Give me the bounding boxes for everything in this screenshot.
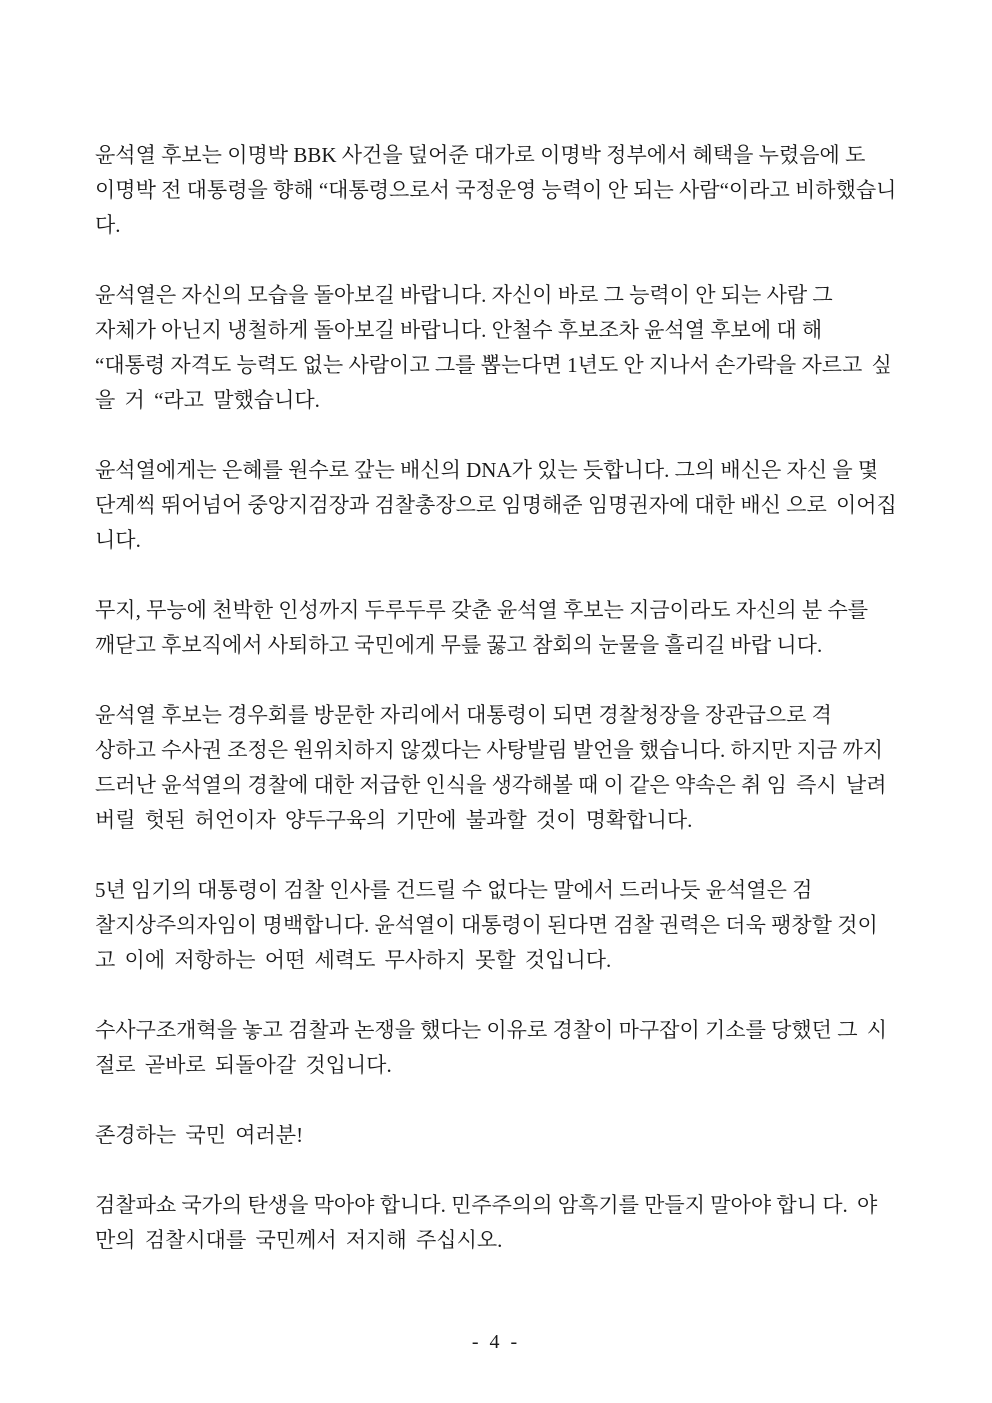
document-body-text — [95, 138, 897, 1293]
text-line: 것이고 이에 저항하는 어떤 세력도 무사하지 못할 것입니다. — [95, 913, 878, 972]
text-line: 을 몇 단계씩 뛰어넘어 중앙지검장과 검찰총장으로 임명해준 임명권자에 대한 배신 — [95, 458, 879, 517]
text-line: 해 “대통령 자격도 능력도 없는 사람이고 그를 뽑는다면 1년도 안 지나서 손가락을 — [95, 318, 823, 377]
paragraph — [95, 1118, 897, 1153]
text-line: 윤석열은 자신의 모습을 돌아보길 바랍니다. 자신이 바로 그 능력이 안 되는 사람 — [95, 283, 808, 307]
text-line: 수를 깨닫고 후보직에서 사퇴하고 국민에게 무릎 꿇고 참회의 눈물을 흘리길 바랍 — [95, 598, 869, 657]
text-line: 검찰파쇼 국가의 탄생을 막아야 합니다. 민주주의의 암흑기를 만들지 말아야 합니 — [95, 1193, 817, 1217]
text-line: 수사구조개혁을 놓고 검찰과 논쟁을 했다는 이유로 경찰이 마구잡이 기소를 당했던 — [95, 1018, 832, 1042]
text-line: 윤석열에게는 은혜를 원수로 갚는 배신의 DNA가 있는 듯합니다. 그의 배신은 자신 — [95, 458, 828, 482]
paragraph — [95, 453, 897, 558]
paragraph — [95, 698, 897, 838]
paragraph — [95, 1013, 897, 1083]
text-line: 까지 드러난 윤석열의 경찰에 대한 저급한 인식을 생각해볼 때 이 같은 약속은 취 — [95, 738, 884, 797]
text-line: 임 즉시 날려버릴 헛된 허언이자 양두구육의 기만에 불과할 것이 명확합니다. — [95, 773, 887, 832]
text-line: 윤석열 후보는 이명박 BBK 사건을 덮어준 대가로 이명박 정부에서 혜택을 누렸음에 — [95, 143, 840, 167]
text-line: 니다. — [776, 633, 823, 657]
paragraph — [95, 1188, 897, 1258]
text-line: 다. 야만의 검찰시대를 국민께서 저지해 주십시오. — [95, 1193, 878, 1252]
paragraph — [95, 873, 897, 978]
text-line: 찰지상주의자임이 명백합니다. 윤석열이 대통령이 된다면 검찰 권력은 더욱 팽창할 — [95, 913, 832, 937]
page-number: - 4 - — [471, 1331, 521, 1353]
text-line: 비하했습니다. — [95, 178, 897, 237]
text-line: 상하고 수사권 조정은 원위치하지 않겠다는 사탕발림 발언을 했습니다. 하지만 지금 — [95, 738, 838, 762]
text-line: 으로 이어집니다. — [95, 493, 897, 552]
text-line: 그 시절로 곧바로 되돌아갈 것입니다. — [95, 1018, 888, 1077]
text-line: 무지, 무능에 천박한 인성까지 두루두루 갖춘 윤석열 후보는 지금이라도 자신의 분 — [95, 598, 823, 622]
text-line: 그 자체가 아닌지 냉철하게 돌아보길 바랍니다. 안철수 후보조차 윤석열 후보에 대 — [95, 283, 833, 342]
text-line: 5년 임기의 대통령이 검찰 인사를 건드릴 수 없다는 말에서 드러나듯 윤석열은 검 — [95, 878, 813, 902]
paragraph — [95, 593, 897, 663]
paragraph — [95, 278, 897, 418]
text-line: 도 이명박 전 대통령을 향해 “대통령으로서 국정운영 능력이 안 되는 사람“이라고 — [95, 143, 866, 202]
text-line: 자르고 싶을 거 “라고 말했습니다. — [95, 353, 892, 412]
text-line: 존경하는 국민 여러분! — [95, 1123, 304, 1147]
paragraph — [95, 138, 897, 243]
text-line: 윤석열 후보는 경우회를 방문한 자리에서 대통령이 되면 경찰청장을 장관급으로 격 — [95, 703, 832, 727]
